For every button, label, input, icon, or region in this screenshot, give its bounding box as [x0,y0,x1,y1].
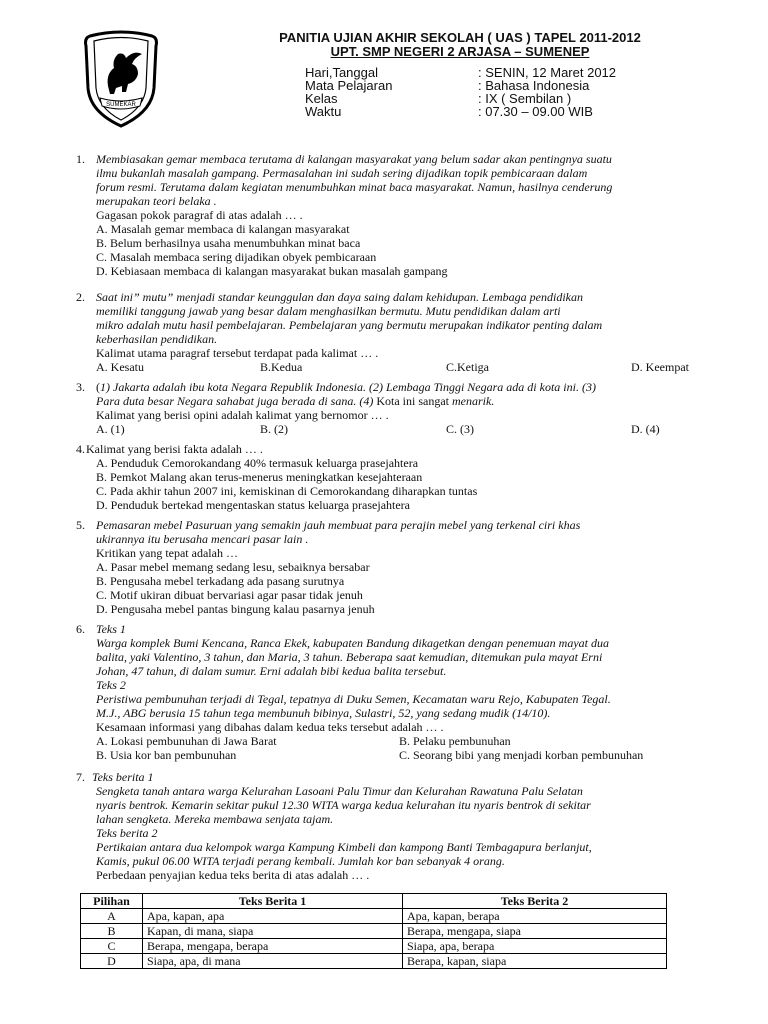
question-number: 4. [76,442,85,456]
question-text: Perbedaan penyajian kedua teks berita di atas adalah … . [96,868,370,882]
passage-line: Johan, 47 tahun, di dalam sumur. Erni adalah bibi kedua balita tersebut. [96,664,447,678]
passage-line: lahan sengketa. Mereka membawa senjata tajam. [96,812,334,826]
passage-line: M.J., ABG berusia 15 tahun tega membunuh bibinya, Sulastri, 52, yang sedang mudik (14/10). [96,706,551,720]
passage-line: Saat ini” mutu” menjadi standar keunggulan dan daya saing dalam kehidupan. Lembaga pendidikan [96,290,583,304]
info-value: : IX ( Sembilan ) [478,91,572,106]
answer-table [80,893,667,969]
info-label: Kelas [305,91,338,106]
info-value: : SENIN, 12 Maret 2012 [478,65,617,80]
option-b[interactable]: B. Belum berhasilnya usaha menumbuhkan minat baca [96,236,361,250]
passage-line [96,394,494,408]
question-text: Kritikan yang tepat adalah … [96,546,238,560]
passage-line: Pertikaian antara dua kelompok warga Kampung Kimbeli dan kampong Banti Tembagapura berlanjut, [96,840,592,854]
passage-heading: Teks 1 [96,622,126,636]
passage-text: menarik. [452,394,495,408]
passage-text: Para duta besar Negara sahabat juga berada di sana. (4) [96,394,374,408]
school-name: UPT. SMP NEGERI 2 ARJASA – SUMENEP [330,44,590,59]
table-cell: Siapa, apa, di mana [143,954,403,969]
option-c[interactable]: C. Motif ukiran dibuat bervariasi agar pasar tidak jenuh [96,588,363,602]
option-a[interactable]: A. Masalah gemar membaca di kalangan masyarakat [96,222,350,236]
option-b[interactable]: B. Pelaku pembunuhan [399,734,511,748]
option-a[interactable]: A. Penduduk Cemorokandang 40% termasuk keluarga prasejahtera [96,456,419,470]
option-d[interactable]: D. (4) [631,422,660,436]
table-header-row [81,894,667,909]
passage-line: balita, yaki Valentino, 3 tahun, dan Maria, 3 tahun. Beberapa saat kemudian, ditemukan pula mayat Erni [96,650,603,664]
passage-line: Kamis, pukul 06.00 WITA terjadi perang kembali. Jumlah kor ban sebanyak 4 orang. [96,854,505,868]
table-cell: Berapa, mengapa, siapa [403,924,667,939]
option-b-2[interactable]: B. Usia kor ban pembunuhan [96,748,237,762]
passage-line: memiliki tanggung jawab yang besar dalam menghasilkan bermutu. Mutu pendidikan dalam arti [96,304,561,318]
passage-line: merupakan teori belaka . [96,194,217,208]
question-text: Gagasan pokok paragraf di atas adalah … . [96,208,303,222]
exam-info [305,66,645,118]
table-cell: Siapa, apa, berapa [403,939,667,954]
table-cell: A [81,909,143,924]
passage-line: Sengketa tanah antara warga Kelurahan Lasoani Palu Timur dan Kelurahan Rawatuna Palu Selatan [96,784,583,798]
question-number: 3. [76,380,85,394]
info-value: : Bahasa Indonesia [478,78,590,93]
table-row[interactable] [81,909,667,924]
passage-line: mikro adalah mutu hasil pembelajaran. Pembelajaran yang bermutu merupakan indikator penting dalam [96,318,603,332]
passage-line: Membiasakan gemar membaca terutama di kalangan masyarakat yang belum sadar akan pentingnya suatu [96,152,612,166]
question-number: 5. [76,518,85,532]
table-row[interactable] [81,939,667,954]
table-cell: Berapa, kapan, siapa [403,954,667,969]
info-value: : 07.30 – 09.00 WIB [478,104,593,119]
option-c[interactable]: C. Seorang bibi yang menjadi korban pembunuhan [399,748,644,762]
table-cell: Kapan, di mana, siapa [143,924,403,939]
table-cell: C [81,939,143,954]
question-number: 7. [76,770,85,784]
question-text: Kalimat utama paragraf tersebut terdapat pada kalimat … . [96,346,379,360]
option-d[interactable]: D. Keempat [631,360,689,374]
table-cell: Apa, kapan, berapa [403,909,667,924]
passage-line: ilmu bukanlah masalah gampang. Permasalahan ini sudah sering dijadikan topik pembicaraan dalam [96,166,588,180]
info-row-subject [305,79,645,92]
passage-paren: ( [96,380,100,394]
table-header: Pilihan [81,894,143,909]
table-cell: B [81,924,143,939]
passage-heading: Teks berita 1 [92,770,154,784]
option-c[interactable]: C. Masalah membaca sering dijadikan obyek pembicaraan [96,250,377,264]
option-d[interactable]: D. Pengusaha mebel pantas bingung kalau pasarnya jenuh [96,602,375,616]
option-a[interactable]: A. Kesatu [96,360,144,374]
table-header: Teks Berita 1 [143,894,403,909]
passage-heading: Teks berita 2 [96,826,158,840]
option-a[interactable]: A. Pasar mebel memang sedang lesu, sebaiknya bersabar [96,560,370,574]
table-header: Teks Berita 2 [403,894,667,909]
option-d[interactable]: D. Kebiasaan membaca di kalangan masyarakat bukan masalah gampang [96,264,448,278]
logo-text: SUMEKAR [106,102,136,108]
option-c[interactable]: C. Pada akhir tahun 2007 ini, kemiskinan di Cemorokandang diharapkan tuntas [96,484,478,498]
question-number: 1. [76,152,85,166]
option-b[interactable]: B. Pemkot Malang akan terus-menerus meningkatkan kesejahteraan [96,470,423,484]
table-row[interactable] [81,954,667,969]
question-number: 6. [76,622,85,636]
question-text: Kesamaan informasi yang dibahas dalam kedua teks tersebut adalah … . [96,720,444,734]
question-text: Kalimat yang berisi opini adalah kalimat yang bernomor … . [96,408,389,422]
passage-line [96,380,596,394]
exam-title: PANITIA UJIAN AKHIR SEKOLAH ( UAS ) TAPEL 2011-2012 [279,30,641,45]
table-cell: Berapa, mengapa, berapa [143,939,403,954]
option-b[interactable]: B. (2) [260,422,288,436]
option-a[interactable]: A. (1) [96,422,125,436]
passage-heading: Teks 2 [96,678,126,692]
option-c[interactable]: C. (3) [446,422,474,436]
table-row[interactable] [81,924,667,939]
info-row-time [305,105,645,118]
passage-line: Peristiwa pembunuhan terjadi di Tegal, tepatnya di Duku Semen, Kecamatan waru Rejo, Kabupaten Tegal. [96,692,611,706]
question-number: 2. [76,290,85,304]
option-b[interactable]: B.Kedua [260,360,303,374]
info-label: Waktu [305,104,342,119]
passage-line: forum resmi. Terutama dalam kegiatan menumbuhkan minat baca masyarakat. Namun, hasilnya cenderung [96,180,613,194]
option-b[interactable]: B. Pengusaha mebel terkadang ada pasang surutnya [96,574,345,588]
question-text: Kalimat yang berisi fakta adalah … . [86,442,263,456]
table-cell: Apa, kapan, apa [143,909,403,924]
passage-text: Kota ini sangat [373,394,452,408]
info-label: Hari,Tanggal [305,65,378,80]
passage-text: 1) Jakarta adalah ibu kota Negara Republik Indonesia. (2) Lembaga Tinggi Negara ada di kota ini. (3) [100,380,596,394]
info-row-class [305,92,645,105]
info-label: Mata Pelajaran [305,78,393,93]
table-cell: D [81,954,143,969]
passage-line: Warga komplek Bumi Kencana, Ranca Ekek, kabupaten Bandung dikagetkan dengan penemuan mayat dua [96,636,609,650]
passage-line: nyaris bentrok. Kemarin sekitar pukul 12.30 WITA warga kedua kelurahan itu nyaris bentrok di sekitar [96,798,591,812]
option-a[interactable]: A. Lokasi pembunuhan di Jawa Barat [96,734,277,748]
passage-line: Pemasaran mebel Pasuruan yang semakin jauh membuat para perajin mebel yang terkenal ciri khas [96,518,581,532]
option-c[interactable]: C.Ketiga [446,360,489,374]
school-logo-icon [82,30,160,128]
passage-line: ukirannya itu berusaha mencari pasar lain . [96,532,309,546]
passage-line: keberhasilan pendidikan. [96,332,218,346]
option-d[interactable]: D. Penduduk bertekad mengentaskan status keluarga prasejahtera [96,498,411,512]
